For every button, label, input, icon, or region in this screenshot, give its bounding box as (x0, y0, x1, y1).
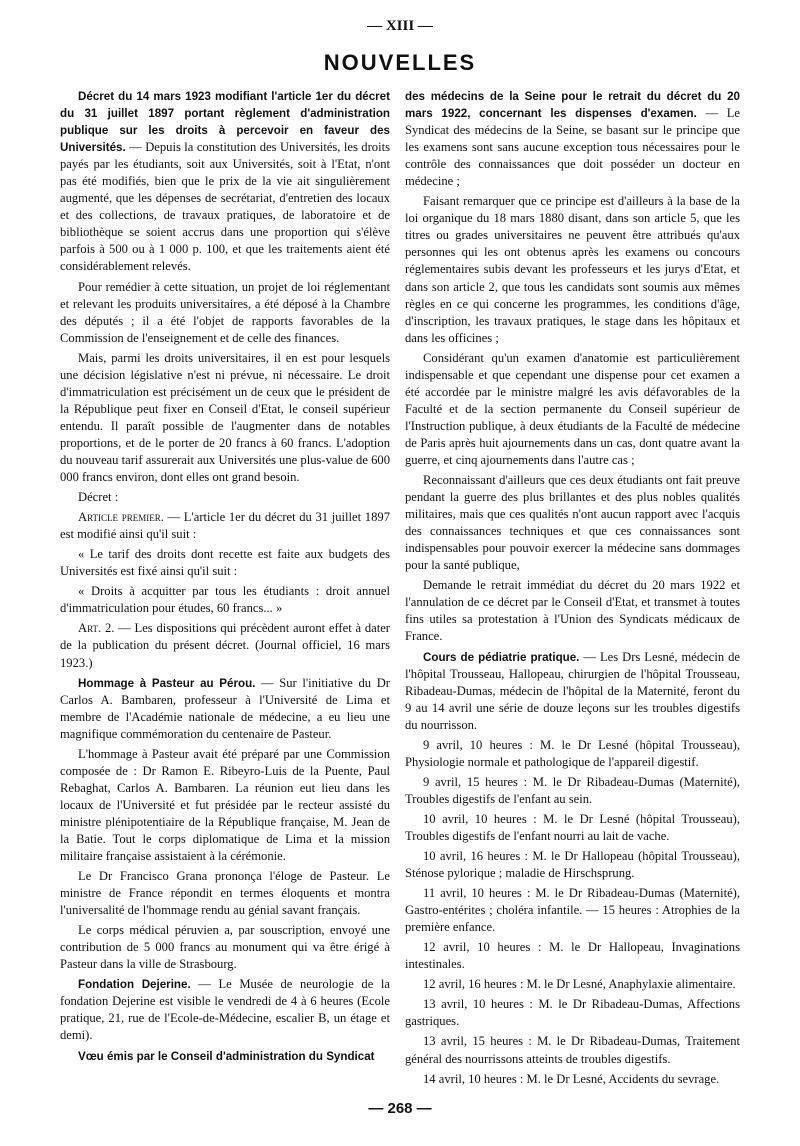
paragraph: Demande le retrait immédiat du décret du 20 mars 1922 et l'annulation de ce décret par le Conseil d'Etat, et transmet à toutes fins utiles sa protestation à l'Union des Syndicats médicaux de France. (405, 578, 740, 644)
voeu-title-cont: des médecins de la Seine pour le retrait du décret du 20 mars 1922, concernant les dispenses d'examen. (405, 90, 740, 121)
fondation-paragraph: Fondation Dejerine. — Le Musée de neurologie de la fondation Dejerine est visible le vendredi de 4 à 6 heures (Ecole pratique, 21, rue de l'Ecole-de-Médecine, escalier B, un étage et demi). (60, 977, 390, 1043)
lesson-item: 12 avril, 10 heures : M. le Dr Hallopeau, Invaginations intestinales. (405, 940, 740, 972)
paragraph: Faisant remarquer que ce principe est d'ailleurs à la base de la loi organique du 18 mars 1880 disant, dans son article 5, que les titres ou grades universitaires ne peuvent être attribués qu'aux personnes qui les ont obtenus après les examens ou concours réglementaires subis devant les professeurs et les jurys d'Etat, et dans son article 2, que tous les candidats sont soumis aux mêmes règles en ce qui concerne les programmes, les conditions d'âge, d'inscription, les travaux pratiques, le stage dans les hôpitaux et dans les officines ; (405, 194, 740, 345)
hommage-title: Hommage à Pasteur au Pérou. (78, 676, 256, 690)
decret-paragraph: Décret du 14 mars 1923 modifiant l'article 1er du décret du 31 juillet 1897 portant règlement d'administration publique sur les droits à percevoir en faveur des Universités. — Depuis la constitution des Universités, les droits payés par les étudiants, soit aux Universités, soit à l'Etat, n'ont pas été modifiés, bien que le prix de la vie ait singulièrement augmenté, que les dépenses de secrétariat, d'entretien des locaux et des collections, de travaux pratiques, de laboratoire et de bibliothèque se soient accrus dans une proportion qui s'élève parfois à 500 ou à 1 000 p. 100, et que les traitements aient été considérablement relevés. (60, 90, 390, 274)
lesson-item: 9 avril, 10 heures : M. le Dr Lesné (hôpital Trousseau), Physiologie normale et pathologique de l'appareil digestif. (405, 737, 740, 769)
quote: « Droits à acquitter par tous les étudiants : droit annuel d'immatriculation pour études, 60 francs... » (60, 584, 390, 616)
voeu-paragraph: des médecins de la Seine pour le retrait du décret du 20 mars 1922, concernant les dispenses d'examen. — Le Syndicat des médecins de la Seine, se basant sur le principe que les examens sont sans aucune exception tous nécessaires pour le contrôle des connaissances que doit posséder un docteur en médecine ; (405, 90, 740, 189)
paragraph: Le Dr Francisco Grana prononça l'éloge de Pasteur. Le ministre de France répondit en termes éloquents et montra l'universalité de l'hommage rendu au génial savant français. (60, 869, 390, 918)
lesson-item: 10 avril, 16 heures : M. le Dr Hallopeau (hôpital Trousseau), Sténose pylorique ; maladie de Hirschsprung. (405, 849, 740, 881)
paragraph: Mais, parmi les droits universitaires, il en est pour lesquels une décision législative n'est ni prévue, ni nécessaire. Le droit d'immatriculation est précisément un de ceux que le président de la République peut fixer en Conseil d'Etat, le conseil supérieur entendu. Il paraît possible de l'augmenter dans de notables proportions, et de le porter de 20 francs à 60 francs. L'adoption du nouveau tarif assurerait aux Universités une plus-value de 600 000 francs environ, dont elles ont grand besoin. (60, 350, 390, 485)
paragraph: Décret : (78, 490, 119, 505)
cours-paragraph: Cours de pédiatrie pratique. — Les Drs Lesné, médecin de l'hôpital Trousseau, Hallopeau, chirurgien de l'hôpital Trousseau, Ribadeau-Dumas, médecin de l'hôpital de la Maternité, feront du 9 au 14 avril une série de douze leçons sur les troubles digestifs du nourrisson. (405, 649, 740, 732)
lesson-item: 10 avril, 10 heures : M. le Dr Lesné (hôpital Trousseau), Troubles digestifs de l'enfant nourri au lait de vache. (405, 811, 740, 843)
paragraph: Pour remédier à cette situation, un projet de loi réglementant et relevant les produits universitaires, a été déposé à la Chambre des députés ; il a été l'objet de rapports favorables de la Commission de l'enseignement et de celle des finances. (60, 279, 390, 345)
paragraph: Considérant qu'un examen d'anatomie est particulièrement indispensable et que cependant une dispense pour cet examen a été accordée par le ministre malgré les avis défavorables de la Faculté et de la section permanente du Conseil supérieur de l'Instruction publique, à deux étudiants de la Faculté de médecine de Paris après huit ajournements dans un cas, dont quatre avant la guerre, et cinq ajournements dans l'autre cas ; (405, 350, 740, 467)
lesson-item: 14 avril, 10 heures : M. le Dr Lesné, Accidents du sevrage. (423, 1071, 720, 1086)
paragraph: L'hommage à Pasteur avait été préparé par une Commission composée de : Dr Ramon E. Ribeyro-Luis de la Puente, Paul Rebaghat, Carlos A. Bambaren. La réunion eut lieu dans les locaux de l'Université et fut présidée par le recteur assisté du ministre plénipotentiaire de la République française, M. Jean de la Batie. Tout le corps diplomatique de Lima et la mission militaire française assistaient à la cérémonie. (60, 746, 390, 864)
lesson-item: 13 avril, 15 heures : M. le Dr Ribadeau-Dumas, Traitement général des nourrissons atteints de troubles digestifs. (405, 1034, 740, 1066)
cours-title: Cours de pédiatrie pratique. (423, 650, 580, 664)
lesson-item: 11 avril, 10 heures : M. le Dr Ribadeau-Dumas (Maternité), Gastro-entérites ; choléra infantile. — 15 heures : Atrophies de la première enfance. (405, 886, 740, 935)
lesson-item: 9 avril, 15 heures : M. le Dr Ribadeau-Dumas (Maternité), Troubles digestifs de l'enfant au sein. (405, 774, 740, 806)
page-title: NOUVELLES (323, 50, 477, 75)
decret-title: Décret du 14 mars 1923 modifiant l'article 1er du décret du 31 juillet 1897 portant règlement d'administration publique sur les droits à percevoir en faveur des Universités. (60, 90, 390, 155)
page-roman-number: — XIII — (367, 18, 433, 34)
paragraph: Reconnaissant d'ailleurs que ces deux étudiants ont fait preuve pendant la guerre des plus brillantes et des plus nobles qualités militaires, mais que ces qualités n'ont aucun rapport avec l'acquis des connaissances techniques et que ces connaissances sont indispensables pour pouvoir exercer la médecine sans dommages pour la santé publique, (405, 473, 740, 573)
left-column (60, 88, 390, 1068)
article-2: Art. 2. — Les dispositions qui précèdent auront effet à dater de la publication du présent décret. (Journal officiel, 16 mars 1923.) (60, 621, 390, 670)
right-column (405, 88, 740, 1091)
page-number: — 268 — (368, 1100, 432, 1117)
lesson-item: 13 avril, 10 heures : M. le Dr Ribadeau-Dumas, Affections gastriques. (405, 997, 740, 1029)
lesson-item: 12 avril, 16 heures : M. le Dr Lesné, Anaphylaxie alimentaire. (423, 977, 736, 992)
lesson-list (405, 737, 740, 1088)
article-1: Article premier. — L'article 1er du décret du 31 juillet 1897 est modifié ainsi qu'il suit : (60, 510, 390, 542)
quote: « Le tarif des droits dont recette est faite aux budgets des Universités est fixé ainsi qu'il suit : (60, 547, 390, 579)
fondation-title: Fondation Dejerine. (78, 978, 191, 992)
voeu-title-start: Vœu émis par le Conseil d'administration du Syndicat (78, 1049, 375, 1063)
paragraph: Le corps médical péruvien a, par souscription, envoyé une contribution de 5 000 francs au monument qui va être érigé à Pasteur dans la ville de Strasbourg. (60, 923, 390, 972)
hommage-paragraph: Hommage à Pasteur au Pérou. — Sur l'initiative du Dr Carlos A. Bambaren, professeur à l'Université de Lima et membre de l'Académie nationale de médecine, a eu lieu une magnifique commémoration du centenaire de Pasteur. (60, 675, 390, 741)
